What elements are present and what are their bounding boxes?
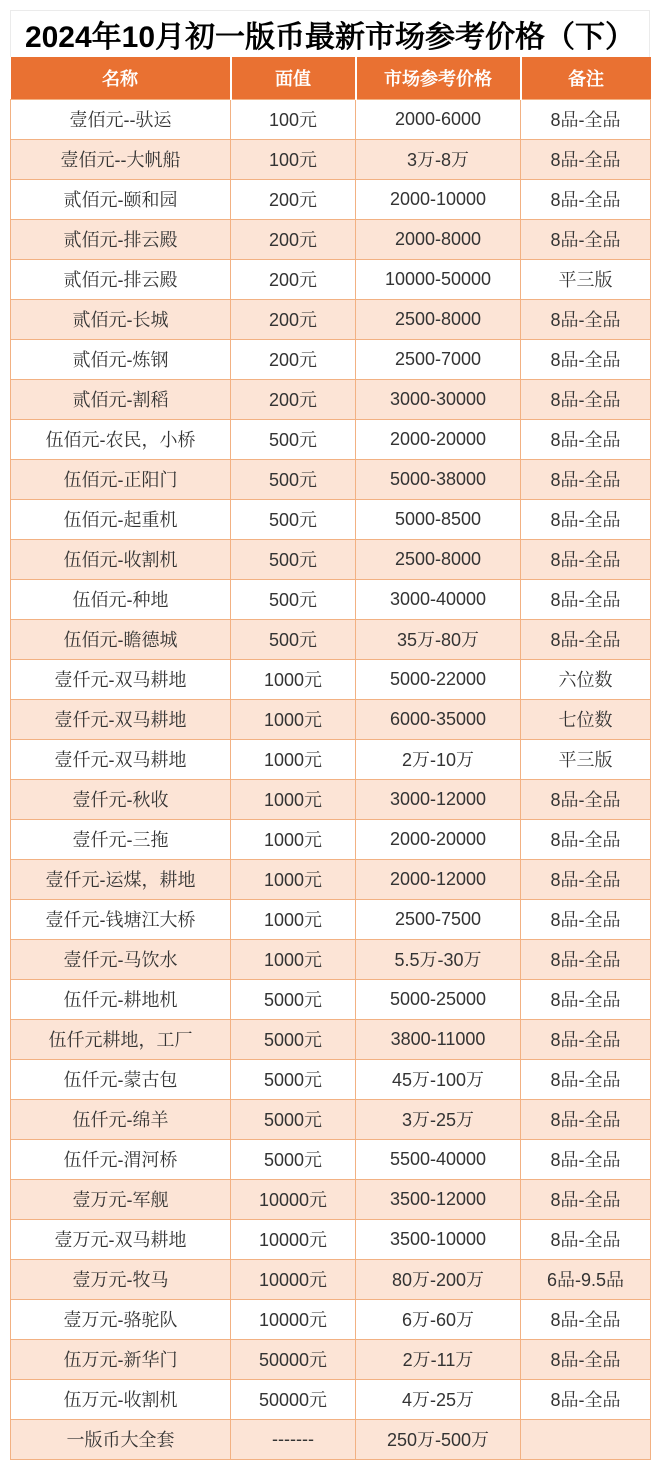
cell-name: 贰佰元-颐和园 <box>11 179 231 219</box>
cell-name: 伍佰元-正阳门 <box>11 459 231 499</box>
cell-name: 壹仟元-双马耕地 <box>11 739 231 779</box>
cell-name: 伍佰元-种地 <box>11 579 231 619</box>
column-header-name: 名称 <box>11 57 231 99</box>
cell-face-value: 5000元 <box>231 1139 356 1179</box>
cell-market-price: 2000-20000 <box>356 819 521 859</box>
table-row <box>11 1259 651 1299</box>
cell-face-value: 500元 <box>231 579 356 619</box>
cell-remark: 8品-全品 <box>521 819 651 859</box>
table-header <box>11 57 651 99</box>
cell-remark: 8品-全品 <box>521 1099 651 1139</box>
cell-market-price: 5000-8500 <box>356 499 521 539</box>
cell-remark: 8品-全品 <box>521 539 651 579</box>
cell-name: 伍佰元-瞻德城 <box>11 619 231 659</box>
table-row <box>11 99 651 139</box>
cell-name: 伍佰元-起重机 <box>11 499 231 539</box>
cell-remark: 8品-全品 <box>521 1019 651 1059</box>
cell-name: 伍万元-新华门 <box>11 1339 231 1379</box>
cell-name: 伍佰元-农民，小桥 <box>11 419 231 459</box>
cell-name: 壹万元-牧马 <box>11 1259 231 1299</box>
cell-face-value: 10000元 <box>231 1219 356 1259</box>
cell-remark: 8品-全品 <box>521 1059 651 1099</box>
cell-market-price: 2000-8000 <box>356 219 521 259</box>
cell-name: 壹仟元-双马耕地 <box>11 699 231 739</box>
table-row <box>11 779 651 819</box>
cell-name: 贰佰元-排云殿 <box>11 219 231 259</box>
table-row <box>11 579 651 619</box>
cell-market-price: 2万-10万 <box>356 739 521 779</box>
cell-remark: 8品-全品 <box>521 299 651 339</box>
table-row <box>11 939 651 979</box>
cell-remark: 8品-全品 <box>521 339 651 379</box>
table-row <box>11 179 651 219</box>
cell-name: 壹万元-双马耕地 <box>11 1219 231 1259</box>
cell-face-value: 500元 <box>231 459 356 499</box>
cell-remark: 平三版 <box>521 739 651 779</box>
cell-face-value: 50000元 <box>231 1339 356 1379</box>
cell-remark: 8品-全品 <box>521 139 651 179</box>
cell-name: 壹仟元-马饮水 <box>11 939 231 979</box>
cell-remark: 8品-全品 <box>521 1339 651 1379</box>
cell-name: 壹仟元-双马耕地 <box>11 659 231 699</box>
cell-remark: 8品-全品 <box>521 1379 651 1419</box>
cell-market-price: 2500-8000 <box>356 299 521 339</box>
cell-name: 伍佰元-收割机 <box>11 539 231 579</box>
cell-face-value: 50000元 <box>231 1379 356 1419</box>
table-row <box>11 699 651 739</box>
cell-face-value: 1000元 <box>231 859 356 899</box>
cell-face-value: 1000元 <box>231 819 356 859</box>
cell-remark: 8品-全品 <box>521 379 651 419</box>
cell-market-price: 2000-20000 <box>356 419 521 459</box>
cell-remark: 8品-全品 <box>521 179 651 219</box>
cell-market-price: 2000-6000 <box>356 99 521 139</box>
cell-remark: 8品-全品 <box>521 899 651 939</box>
cell-market-price: 3000-12000 <box>356 779 521 819</box>
cell-market-price: 3500-10000 <box>356 1219 521 1259</box>
cell-name: 伍仟元耕地，工厂 <box>11 1019 231 1059</box>
cell-name: 壹万元-骆驼队 <box>11 1299 231 1339</box>
cell-face-value: 500元 <box>231 499 356 539</box>
cell-market-price: 6万-60万 <box>356 1299 521 1339</box>
cell-name: 壹仟元-钱塘江大桥 <box>11 899 231 939</box>
cell-name: 伍仟元-蒙古包 <box>11 1059 231 1099</box>
cell-market-price: 5.5万-30万 <box>356 939 521 979</box>
column-header-remark: 备注 <box>521 57 651 99</box>
cell-name: 壹仟元-运煤，耕地 <box>11 859 231 899</box>
cell-market-price: 250万-500万 <box>356 1419 521 1459</box>
cell-remark: 8品-全品 <box>521 99 651 139</box>
cell-face-value: 500元 <box>231 619 356 659</box>
cell-face-value: 1000元 <box>231 779 356 819</box>
cell-market-price: 35万-80万 <box>356 619 521 659</box>
page-title: 2024年10月初一版币最新市场参考价格（下） <box>10 10 650 57</box>
cell-market-price: 5500-40000 <box>356 1139 521 1179</box>
cell-name: 贰佰元-炼钢 <box>11 339 231 379</box>
cell-name: 贰佰元-排云殿 <box>11 259 231 299</box>
cell-market-price: 3800-11000 <box>356 1019 521 1059</box>
cell-face-value: 200元 <box>231 179 356 219</box>
cell-name: 壹万元-军舰 <box>11 1179 231 1219</box>
cell-market-price: 3500-12000 <box>356 1179 521 1219</box>
cell-remark: 8品-全品 <box>521 219 651 259</box>
cell-face-value: 1000元 <box>231 939 356 979</box>
cell-remark: 8品-全品 <box>521 979 651 1019</box>
cell-market-price: 2000-12000 <box>356 859 521 899</box>
price-sheet <box>10 10 650 1460</box>
table-row <box>11 379 651 419</box>
cell-market-price: 3万-25万 <box>356 1099 521 1139</box>
cell-name: 贰佰元-长城 <box>11 299 231 339</box>
cell-face-value: 200元 <box>231 339 356 379</box>
cell-remark: 8品-全品 <box>521 779 651 819</box>
cell-name: 伍万元-收割机 <box>11 1379 231 1419</box>
cell-face-value: 10000元 <box>231 1299 356 1339</box>
cell-face-value: 500元 <box>231 419 356 459</box>
cell-remark: 8品-全品 <box>521 1299 651 1339</box>
cell-remark: 6品-9.5品 <box>521 1259 651 1299</box>
table-row <box>11 1219 651 1259</box>
table-row <box>11 539 651 579</box>
cell-market-price: 2000-10000 <box>356 179 521 219</box>
cell-name: 伍仟元-耕地机 <box>11 979 231 1019</box>
table-row <box>11 1339 651 1379</box>
table-row <box>11 1179 651 1219</box>
table-row <box>11 1139 651 1179</box>
cell-name: 壹佰元--驮运 <box>11 99 231 139</box>
table-row <box>11 1099 651 1139</box>
cell-name: 伍仟元-渭河桥 <box>11 1139 231 1179</box>
table-row <box>11 899 651 939</box>
table-row <box>11 859 651 899</box>
cell-market-price: 6000-35000 <box>356 699 521 739</box>
cell-remark: 七位数 <box>521 699 651 739</box>
header-row <box>11 57 651 99</box>
cell-name: 伍仟元-绵羊 <box>11 1099 231 1139</box>
cell-name: 壹仟元-秋收 <box>11 779 231 819</box>
cell-market-price: 10000-50000 <box>356 259 521 299</box>
table-row <box>11 499 651 539</box>
cell-remark: 8品-全品 <box>521 859 651 899</box>
cell-face-value: 5000元 <box>231 1019 356 1059</box>
cell-market-price: 2万-11万 <box>356 1339 521 1379</box>
cell-face-value: 200元 <box>231 259 356 299</box>
cell-remark: 8品-全品 <box>521 579 651 619</box>
cell-face-value: 200元 <box>231 219 356 259</box>
cell-market-price: 2500-8000 <box>356 539 521 579</box>
cell-face-value: ------- <box>231 1419 356 1459</box>
cell-face-value: 200元 <box>231 299 356 339</box>
cell-face-value: 5000元 <box>231 1099 356 1139</box>
cell-market-price: 3000-40000 <box>356 579 521 619</box>
table-row <box>11 1299 651 1339</box>
table-row <box>11 1379 651 1419</box>
cell-face-value: 10000元 <box>231 1259 356 1299</box>
table-row <box>11 739 651 779</box>
cell-remark: 8品-全品 <box>521 499 651 539</box>
cell-remark: 8品-全品 <box>521 1219 651 1259</box>
cell-face-value: 1000元 <box>231 899 356 939</box>
table-row <box>11 979 651 1019</box>
table-row <box>11 219 651 259</box>
cell-market-price: 3000-30000 <box>356 379 521 419</box>
cell-remark: 六位数 <box>521 659 651 699</box>
cell-market-price: 45万-100万 <box>356 1059 521 1099</box>
cell-name: 一版币大全套 <box>11 1419 231 1459</box>
cell-market-price: 3万-8万 <box>356 139 521 179</box>
cell-remark: 平三版 <box>521 259 651 299</box>
cell-name: 壹佰元--大帆船 <box>11 139 231 179</box>
cell-market-price: 5000-25000 <box>356 979 521 1019</box>
column-header-market-price: 市场参考价格 <box>356 57 521 99</box>
table-row <box>11 139 651 179</box>
table-row <box>11 659 651 699</box>
table-row <box>11 339 651 379</box>
cell-face-value: 1000元 <box>231 739 356 779</box>
table-row <box>11 819 651 859</box>
table-row <box>11 459 651 499</box>
cell-market-price: 80万-200万 <box>356 1259 521 1299</box>
cell-face-value: 1000元 <box>231 699 356 739</box>
cell-market-price: 2500-7000 <box>356 339 521 379</box>
table-row <box>11 619 651 659</box>
cell-face-value: 1000元 <box>231 659 356 699</box>
table-row <box>11 1419 651 1459</box>
cell-face-value: 5000元 <box>231 1059 356 1099</box>
cell-face-value: 100元 <box>231 139 356 179</box>
cell-face-value: 5000元 <box>231 979 356 1019</box>
cell-remark: 8品-全品 <box>521 619 651 659</box>
cell-name: 壹仟元-三拖 <box>11 819 231 859</box>
table-row <box>11 1019 651 1059</box>
cell-remark: 8品-全品 <box>521 459 651 499</box>
table-row <box>11 1059 651 1099</box>
cell-face-value: 200元 <box>231 379 356 419</box>
table-row <box>11 419 651 459</box>
table-row <box>11 259 651 299</box>
cell-face-value: 10000元 <box>231 1179 356 1219</box>
cell-remark: 8品-全品 <box>521 419 651 459</box>
cell-remark: 8品-全品 <box>521 939 651 979</box>
cell-face-value: 100元 <box>231 99 356 139</box>
cell-market-price: 5000-22000 <box>356 659 521 699</box>
cell-market-price: 5000-38000 <box>356 459 521 499</box>
cell-remark: 8品-全品 <box>521 1139 651 1179</box>
cell-remark: 8品-全品 <box>521 1179 651 1219</box>
cell-name: 贰佰元-割稻 <box>11 379 231 419</box>
table-row <box>11 299 651 339</box>
cell-market-price: 4万-25万 <box>356 1379 521 1419</box>
cell-market-price: 2500-7500 <box>356 899 521 939</box>
column-header-face-value: 面值 <box>231 57 356 99</box>
cell-face-value: 500元 <box>231 539 356 579</box>
table-body <box>11 99 651 1459</box>
price-table <box>10 57 651 1460</box>
cell-remark <box>521 1419 651 1459</box>
